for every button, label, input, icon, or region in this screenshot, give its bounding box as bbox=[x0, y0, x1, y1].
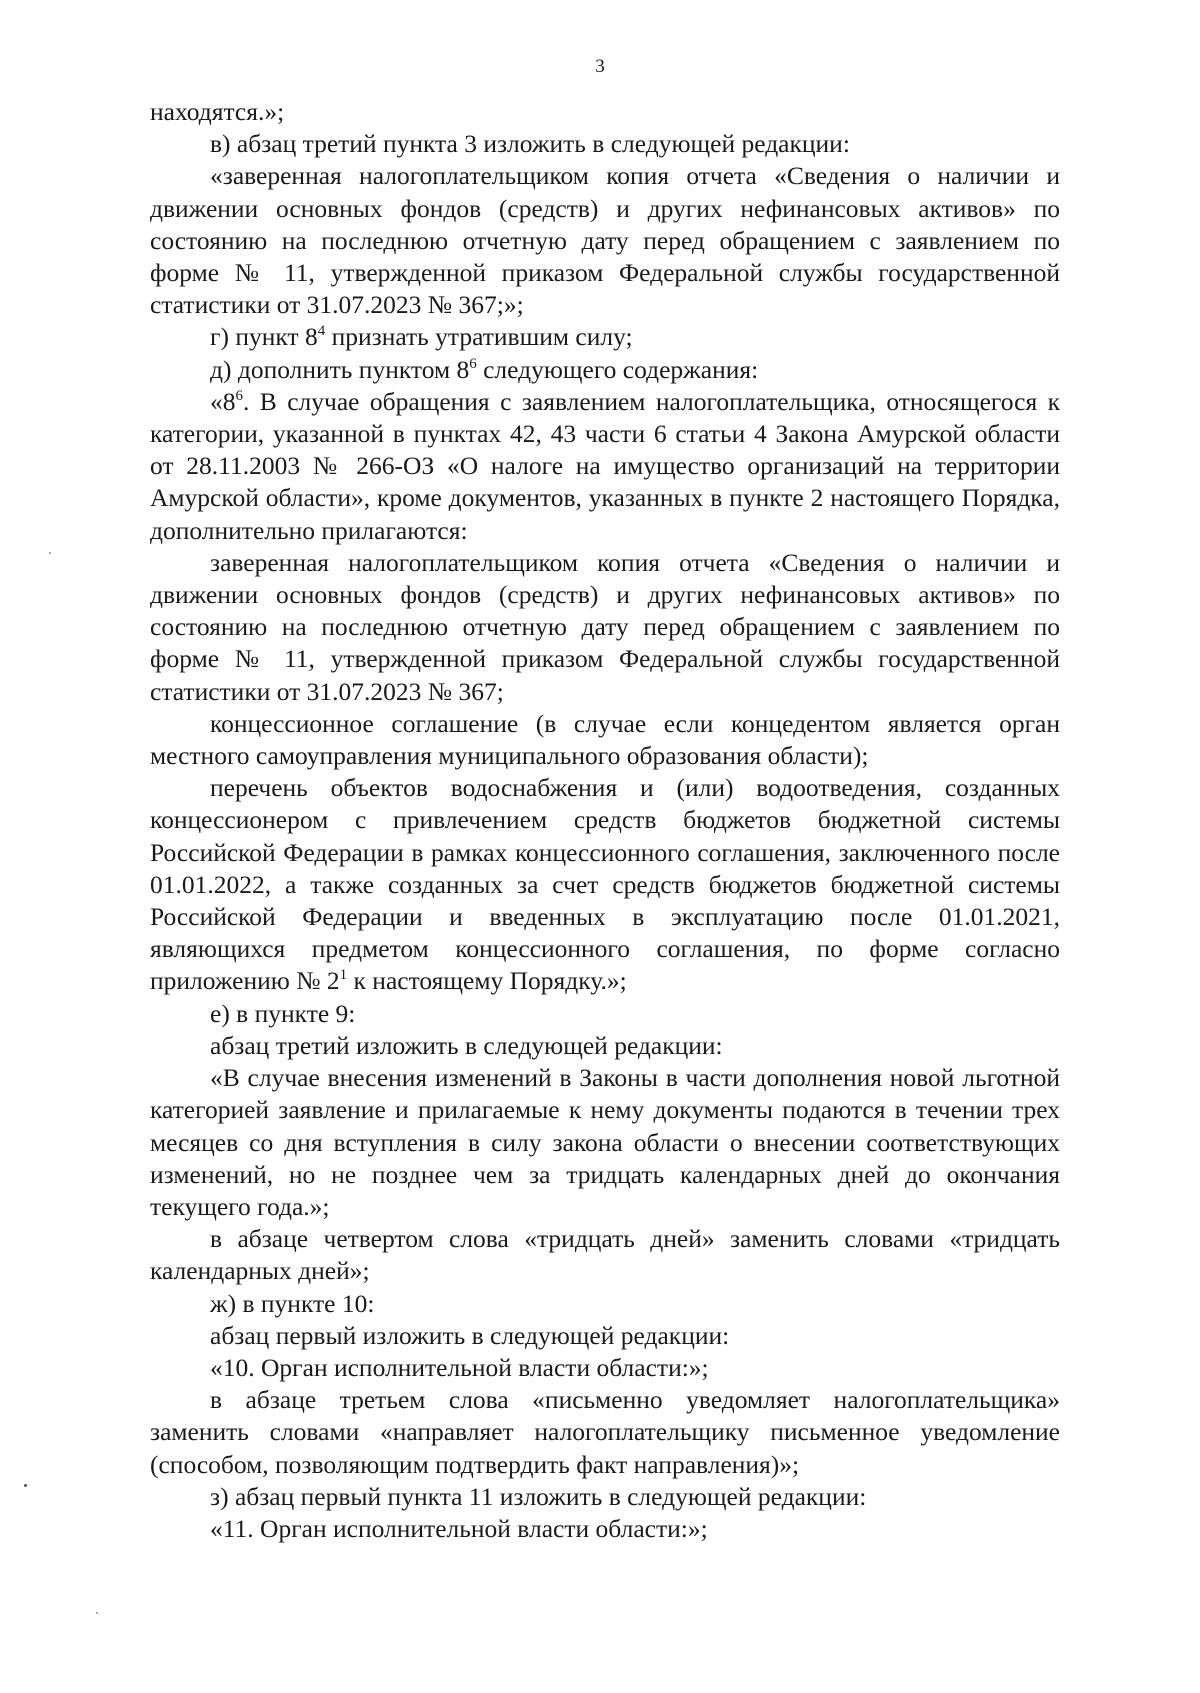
paragraph-item-z: з) абзац первый пункта 11 изложить в следующей редакции: bbox=[210, 1481, 867, 1511]
superscript: 1 bbox=[339, 967, 348, 984]
paragraph-item-v: в) абзац третий пункта 3 изложить в следующей редакции: bbox=[210, 129, 850, 159]
paragraph: «11. Орган исполнительной власти области:»; bbox=[210, 1513, 708, 1543]
paragraph: заверенная налогоплательщиком копия отчета «Сведения о наличии и движении основных фондов (средств) и других нефинансовых активов» по состоянию на последнюю отчетную дату перед обращением с заявлением по форме № 11, утвержденной приказом Федеральной службы государственной статистики от 31.07.2023 № 367; bbox=[150, 547, 1060, 706]
document-body bbox=[150, 96, 1060, 1545]
paragraph bbox=[150, 772, 1060, 997]
paragraph: «заверенная налогоплательщиком копия отчета «Сведения о наличии и движении основных фондов (средств) и других нефинансовых активов» по состоянию на последнюю отчетную дату перед обращением с заявлением по форме № 11, утвержденной приказом Федеральной службы государственной статистики от 31.07.2023 № 367;»; bbox=[150, 161, 1060, 320]
paragraph: «10. Орган исполнительной власти области:»; bbox=[210, 1352, 709, 1382]
text: . В случае обращения с заявлением налогоплательщика, относящегося к категории, указанной в пунктах 42, 43 части 6 статьи 4 Закона Амурской области от 28.11.2003 № 266-ОЗ «О налоге на имущество организаций на территории Амурской области», кроме документов, указанных в пункте 2 настоящего Порядка, дополнительно прилагаются: bbox=[150, 386, 1060, 545]
paragraph: «В случае внесения изменений в Законы в части дополнения новой льготной категорией заявление и прилагаемые к нему документы подаются в течении трех месяцев со дня вступления в силу закона области о внесении соответствующих изменений, но не позднее чем за тридцать календарных дней до окончания текущего года.»; bbox=[150, 1063, 1060, 1221]
text: г) пункт 8 bbox=[210, 322, 318, 352]
paragraph bbox=[150, 386, 1060, 547]
text: д) дополнить пунктом 8 bbox=[210, 354, 470, 384]
paragraph-item-d bbox=[150, 354, 1060, 386]
superscript: 6 bbox=[469, 355, 477, 372]
paragraph: в абзаце четвертом слова «тридцать дней» заменить словами «тридцать календарных дней»; bbox=[150, 1224, 1060, 1286]
text: перечень объектов водоснабжения и (или) водоотведения, созданных концессионером с привлечением средств бюджетов бюджетной системы Российской Федерации в рамках концессионного соглашения, заключенного после 01.01.2022, а также созданных за счет средств бюджетов бюджетной системы Российской Федерации и введенных в эксплуатацию после 01.01.2021, являющихся предметом концессионного соглашения, по форме согласно приложению № 2 bbox=[150, 773, 1060, 996]
text: признать утратившим силу; bbox=[325, 322, 633, 352]
superscript: 4 bbox=[317, 323, 326, 340]
page-number: 3 bbox=[595, 56, 605, 77]
superscript: 6 bbox=[235, 387, 243, 404]
paragraph-item-e: е) в пункте 9: bbox=[210, 998, 356, 1028]
paragraph: в абзаце третьем слова «письменно уведомляет налогоплательщика» заменить словами «направляет налогоплательщику письменное уведомление (способом, позволяющим подтвердить факт направления)»; bbox=[150, 1385, 1060, 1479]
scan-speck bbox=[49, 552, 51, 554]
text: «8 bbox=[210, 386, 236, 416]
scan-speck bbox=[96, 1612, 98, 1614]
text: следующего содержания: bbox=[476, 354, 759, 384]
paragraph: концессионное соглашение (в случае если концедентом является орган местного самоуправления муниципального образования области); bbox=[150, 708, 1060, 771]
text: к настоящему Порядку.»; bbox=[347, 966, 627, 996]
scan-speck bbox=[24, 1484, 27, 1487]
paragraph-item-zh: ж) в пункте 10: bbox=[210, 1288, 375, 1318]
paragraph: абзац первый изложить в следующей редакции: bbox=[210, 1320, 730, 1350]
paragraph: находятся.»; bbox=[150, 97, 285, 126]
paragraph: абзац третий изложить в следующей редакции: bbox=[210, 1030, 723, 1060]
paragraph-item-g bbox=[150, 321, 1060, 353]
